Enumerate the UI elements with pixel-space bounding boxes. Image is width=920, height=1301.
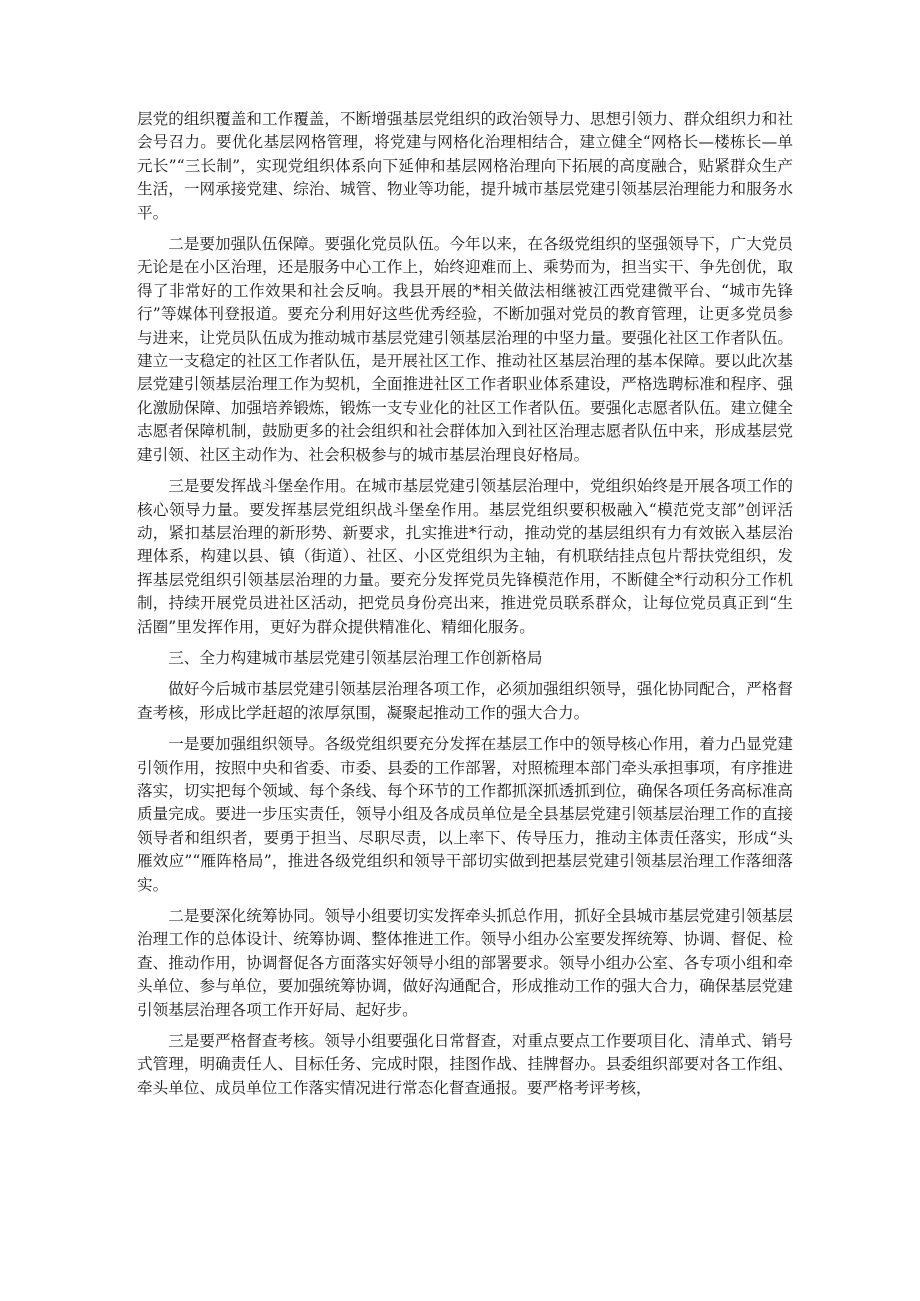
paragraph-fortress-role: 三是要发挥战斗堡垒作用。在城市基层党建引领基层治理中，党组织始终是开展各项工作的核心领导力量。要发挥基层党组织战斗堡垒作用。基层党组织要积极融入“模范党支部”创评活动，紧扣基层治理的新形势、新要求，扎实推进*行动，推动党的基层组织有力有效嵌入基层治理体系，构建以县、镇（街道）、社区、小区党组织为主轴，有机联结挂点包片帮扶党组织，发挥基层党组织引领基层治理的力量。要充分发挥党员先锋模范作用，不断健全*行动积分工作机制，持续开展党员进社区活动，把党员身份亮出来，推进党员联系群众，让每位党员真正到“生活圈”里发挥作用，更好为群众提供精准化、精细化服务。	[137, 477, 793, 636]
document-body	[137, 108, 793, 1108]
paragraph-coordination: 二是要深化统筹协同。领导小组要切实发挥牵头抓总作用，抓好全县城市基层党建引领基层治理工作的总体设计、统筹协调、整体推进工作。领导小组办公室要发挥统筹、协调、督促、检查、推动作用，协调督促各方面落实好领导小组的部署要求。领导小组办公室、各专项小组和牵头单位、参与单位，要加强统筹协调，做好沟通配合，形成推动工作的强大合力，确保基层党建引领基层治理各项工作开好局、起好步。	[137, 907, 793, 1019]
paragraph-team-support: 二是要加强队伍保障。要强化党员队伍。今年以来，在各级党组织的坚强领导下，广大党员无论是在小区治理，还是服务中心工作上，始终迎难而上、乘势而为，担当实干、争先创优，取得了非常好的工作效果和社会反响。我县开展的*相关做法相继被江西党建微平台、“城市先锋行”等媒体刊登报道。要充分利用好这些优秀经验，不断加强对党员的教育管理，让更多党员参与进来，让党员队伍成为推动城市基层党建引领基层治理的中坚力量。要强化社区工作者队伍。建立一支稳定的社区工作者队伍，是开展社区工作、推动社区基层治理的基本保障。要以此次基层党建引领基层治理工作为契机，全面推进社区工作者职业体系建设，严格选聘标准和程序、强化激励保障、加强培养锻炼，锻炼一支专业化的社区工作者队伍。要强化志愿者队伍。建立健全志愿者保障机制，鼓励更多的社会组织和社会群体加入到社区治理志愿者队伍中来，形成基层党建引领、社区主动作为、社会积极参与的城市基层治理良好格局。	[137, 235, 793, 464]
paragraph-leadership: 一是要加强组织领导。各级党组织要充分发挥在基层工作中的领导核心作用，着力凸显党建引领作用，按照中央和省委、市委、县委的工作部署，对照梳理本部门牵头承担事项，有序推进落实，切实把每个领域、每个条线、每个环节的工作都抓深抓透抓到位，确保各项任务高标准高质量完成。要进一步压实责任，领导小组及各成员单位是全县基层党建引领基层治理工作的直接领导者和组织者，要勇于担当、尽职尽责，以上率下、传导压力，推动主体责任落实，形成“头雁效应”“雁阵格局”，推进各级党组织和领导干部切实做到把基层党建引领基层治理工作落细落实。	[137, 735, 793, 894]
paragraph-intro: 做好今后城市基层党建引领基层治理各项工作，必须加强组织领导，强化协同配合，严格督查考核，形成比学赶超的浓厚氛围，凝聚起推动工作的强大合力。	[137, 680, 793, 722]
paragraph-supervision: 三是要严格督查考核。领导小组要强化日常督查，对重点要点工作要项目化、清单式、销号式管理，明确责任人、目标任务、完成时限，挂图作战、挂牌督办。县委组织部要对各工作组、牵头单位、成员单位工作落实情况进行常态化督查通报。要严格考评考核，	[137, 1032, 793, 1097]
paragraph-continued: 层党的组织覆盖和工作覆盖，不断增强基层党组织的政治领导力、思想引领力、群众组织力和社会号召力。要优化基层网格管理，将党建与网格化治理相结合，建立健全“网格长—楼栋长—单元长”“三长制”，实现党组织体系向下延伸和基层网格治理向下拓展的高度融合，贴紧群众生产生活，一网承接党建、综治、城管、物业等功能，提升城市基层党建引领基层治理能力和服务水平。	[137, 110, 793, 222]
section-heading-innovation: 三、全力构建城市基层党建引领基层治理工作创新格局	[168, 648, 543, 667]
